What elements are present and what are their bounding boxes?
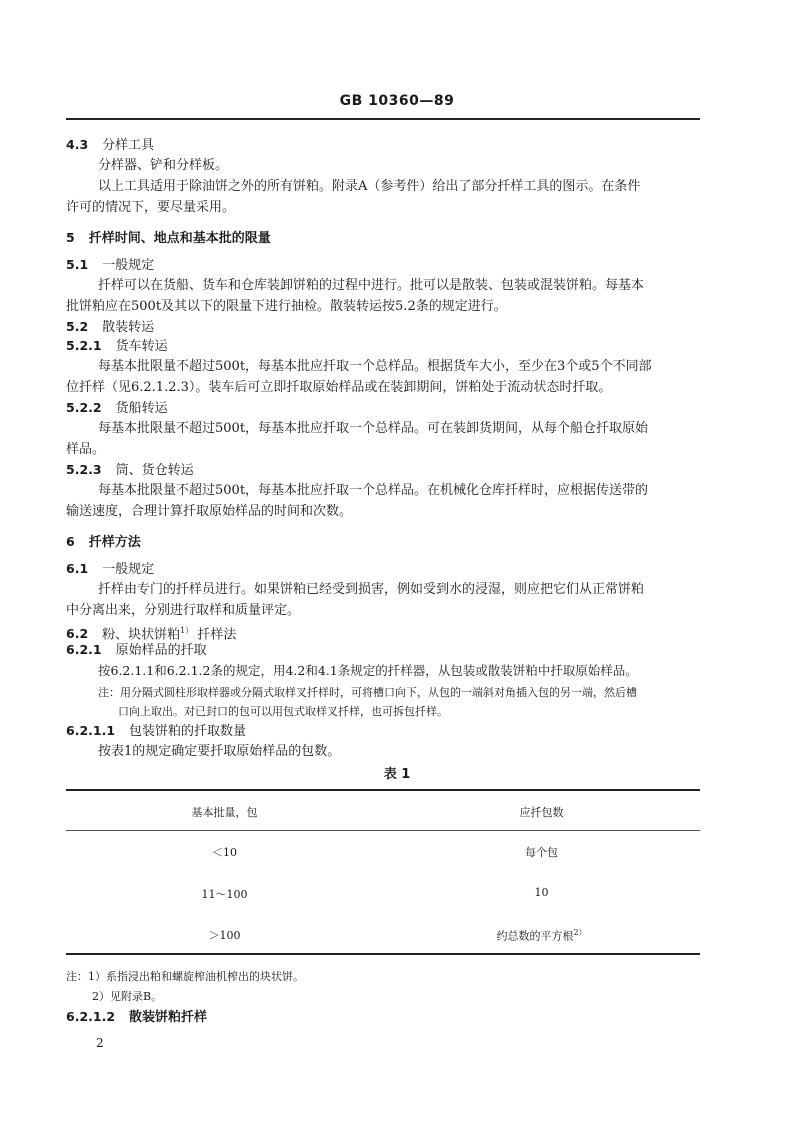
footnote-1: 注：1）系指浸出粕和螺旋榨油机榨出的块状饼。 [66,970,304,983]
paragraph: 位扦样（见6.2.1.2.3）。装车后可立即扦取原始样品或在装卸期间，饼粕处于流动状态时扦取。 [66,380,612,395]
paragraph: 扦样由专门的扦样员进行。如果饼粕已经受到损害，例如受到水的浸湿，则应把它们从正常饼粕 [98,582,645,597]
paragraph: 每基本批限量不超过500t，每基本批应扦取一个总样品。可在装卸货期间，从每个船仓扦取原始 [98,421,649,436]
section-6-2-1-heading: 6.2.1 原始样品的扦取 [66,642,207,658]
paragraph: 输送速度，合理计算扦取原始样品的时间和次数。 [66,504,353,519]
section-5-2-3-heading: 5.2.3 筒、货仓转运 [66,462,194,478]
section-6-2-1-2-heading: 6.2.1.2 散装饼粕扦样 [66,1009,208,1025]
paragraph: 每基本批限量不超过500t，每基本批应扦取一个总样品。在机械化仓库扦样时，应根据传送带的 [98,483,649,498]
paragraph: 以上工具适用于除油饼之外的所有饼粕。附录A（参考件）给出了部分扦样工具的图示。在条件 [98,179,641,194]
paragraph: 按表1的规定确定要扦取原始样品的包数。 [98,744,341,759]
footnote-2: 2）见附录B。 [92,990,163,1003]
paragraph: 按6.2.1.1和6.2.1.2条的规定，用4.2和4.1条规定的扦样器，从包装或散装饼粕中扦取原始样品。 [98,663,638,678]
table-header-cell: 应扦包数 [519,806,564,819]
section-5-2-heading: 5.2 散装转运 [66,319,155,335]
paragraph: 许可的情况下，要尽量采用。 [66,200,236,215]
table-cell: ＜10 [212,846,237,859]
table-cell: ＞100 [208,929,241,942]
paragraph: 样品。 [66,442,106,457]
note-line: 口向上取出。对已封口的包可以用包式取样叉扦样，也可拆包扦样。 [118,705,448,718]
note-line: 注：用分隔式圆柱形取样器或分隔式取样叉扦样时，可将槽口向下，从包的一端斜对角插入包的另一端，然后槽 [98,686,637,699]
paragraph: 扦样可以在货船、货车和仓库装卸饼粕的过程中进行。批可以是散装、包装或混装饼粕。每基本 [98,278,645,293]
table-header-cell: 基本批量，包 [191,806,258,819]
table-bottom-rule [66,953,700,955]
page-header: GB 10360—89 [339,93,455,109]
header-rule [66,118,700,120]
section-4-3-heading: 4.3 分样工具 [66,137,155,153]
table-caption: 表 1 [383,767,411,782]
table-cell: 11～100 [201,888,248,901]
table-header-rule [66,830,700,831]
table-cell: 约总数的平方根$^{2)}$ [496,928,587,943]
paragraph: 每基本批限量不超过500t，每基本批应扦取一个总样品。根据货车大小，至少在3个或5个不同部 [98,359,652,374]
table-top-rule [66,789,700,791]
page-number: 2 [96,1036,104,1050]
section-5-1-heading: 5.1 一般规定 [66,257,155,273]
table-cell: 每个包 [525,846,558,859]
table-cell: 10 [534,886,549,899]
section-5-2-2-heading: 5.2.2 货船转运 [66,400,168,416]
section-6-1-heading: 6.1 一般规定 [66,561,155,577]
section-5-heading: 5 扦样时间、地点和基本批的限量 [66,230,271,246]
paragraph: 中分离出来，分别进行取样和质量评定。 [66,603,301,618]
paragraph: 批饼粕应在500t及其以下的限量下进行抽检。散装转运按5.2条的规定进行。 [66,299,507,314]
paragraph: 分样器、铲和分样板。 [98,158,229,173]
section-6-2-heading: 6.2 粉、块状饼粕$^{1)}$ 扦样法 [66,626,237,643]
section-6-heading: 6 扦样方法 [66,534,141,550]
section-5-2-1-heading: 5.2.1 货车转运 [66,338,168,354]
section-6-2-1-1-heading: 6.2.1.1 包装饼粕的扦取数量 [66,723,247,739]
